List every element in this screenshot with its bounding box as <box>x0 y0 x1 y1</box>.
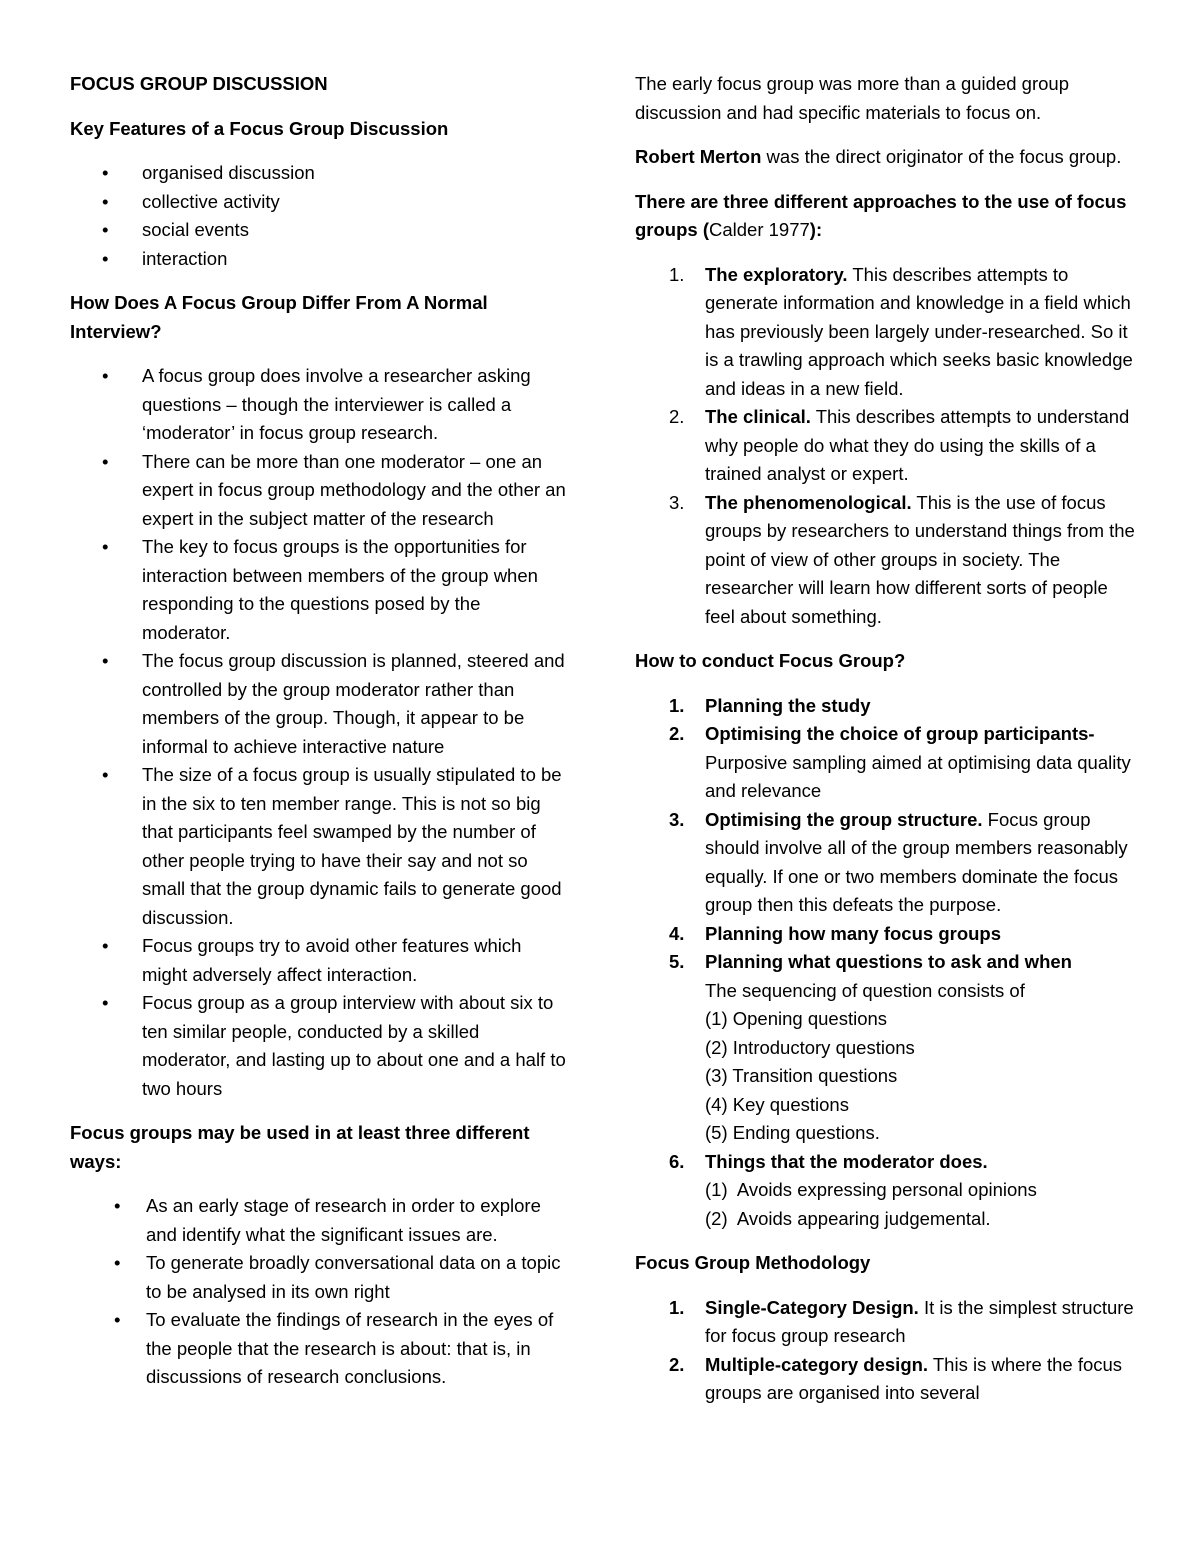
bullet-icon: • <box>114 1195 121 1216</box>
methodology-heading: Focus Group Methodology <box>635 1252 871 1273</box>
ways-heading: Focus groups may be used in at least three different ways: <box>70 1122 530 1172</box>
list-item: 4. Planning how many focus groups <box>669 922 1002 944</box>
list-item: • As an early stage of research in order to explore and identify what the significant issues are. <box>70 1192 570 1249</box>
list-item: 2. Multiple-category design. This is where the focus groups are organised into several <box>669 1353 1123 1403</box>
bullet-icon: • <box>102 935 109 956</box>
list-item: 1. Single-Category Design. It is the simplest structure for focus group research <box>669 1296 1134 1346</box>
differ-list <box>70 362 570 1103</box>
list-item: • To generate broadly conversational data on a topic to be analysed in its own right <box>70 1249 570 1306</box>
list-item: • A focus group does involve a researcher asking questions – though the interviewer is called a ‘moderator’ in focus group research. <box>70 362 570 448</box>
key-features-list <box>70 159 570 273</box>
ways-list <box>70 1192 570 1392</box>
conduct-list <box>635 692 1135 1234</box>
approaches-heading: There are three different approaches to the use of focus groups (Calder 1977): <box>635 190 1127 240</box>
list-item: 2. Optimising the choice of group participants- Purposive sampling aimed at optimising data quality and relevance <box>669 723 1131 801</box>
list-item: • Focus group as a group interview with about six to ten similar people, conducted by a skilled moderator, and lasting up to about one and a half to two hours <box>70 989 570 1103</box>
bullet-icon: • <box>102 450 109 472</box>
intro-paragraph: The early focus group was more than a guided group discussion and had specific materials to focus on. <box>635 73 1069 123</box>
list-item: • organised discussion <box>70 159 570 188</box>
list-item: • collective activity <box>70 188 570 217</box>
bullet-icon: • <box>102 247 109 269</box>
list-item: 3. The phenomenological. This is the use of focus groups by researchers to understand things from the point of view of other groups in society. The researcher will learn how different sorts of people feel about something. <box>669 491 1135 627</box>
list-item: 3. Optimising the group structure. Focus group should involve all of the group members reasonably equally. If one or two members dominate the focus group then this defeats the purpose. <box>669 808 1128 915</box>
bullet-icon: • <box>102 764 109 785</box>
list-item: • The focus group discussion is planned, steered and controlled by the group moderator rather than members of the group. Though, it appear to be informal to achieve interactive nature <box>70 647 570 761</box>
bullet-icon: • <box>102 536 109 557</box>
document-title: FOCUS GROUP DISCUSSION <box>70 73 328 94</box>
left-column <box>70 70 570 1408</box>
list-item: 5. Planning what questions to ask and when The sequencing of question consists of (1) Opening questions (2) Introductory questions (3) Transition questions (4) Key questions (5) Ending questions. <box>669 951 1072 1143</box>
list-item: • The size of a focus group is usually stipulated to be in the six to ten member range. This is not so big that participants feel swamped by the number of other people trying to have their say and not so small that the group dynamic fails to generate good discussion. <box>70 761 570 932</box>
list-item: 1. The exploratory. This describes attempts to generate information and knowledge in a field which has previously been largely under-researched. So it is a trawling approach which seeks basic knowledge and ideas in a new field. <box>669 263 1133 399</box>
methodology-list <box>635 1294 1135 1408</box>
list-item: • Focus groups try to avoid other features which might adversely affect interaction. <box>70 932 570 989</box>
list-item: • There can be more than one moderator – one an expert in focus group methodology and the other an expert in the subject matter of the research <box>70 448 570 534</box>
bullet-icon: • <box>114 1252 121 1273</box>
bullet-icon: • <box>102 650 109 671</box>
bullet-icon: • <box>102 219 109 240</box>
merton-paragraph: Robert Merton was the direct originator of the focus group. <box>635 146 1122 167</box>
list-item: 6. Things that the moderator does. (1) Avoids expressing personal opinions (2) Avoids appearing judgemental. <box>669 1150 1037 1229</box>
right-column <box>635 70 1135 1424</box>
bullet-icon: • <box>114 1309 121 1330</box>
list-item: • social events <box>70 216 570 245</box>
conduct-heading: How to conduct Focus Group? <box>635 650 906 671</box>
list-item: • The key to focus groups is the opportunities for interaction between members of the group when responding to the questions posed by the moderator. <box>70 533 570 647</box>
approaches-list <box>635 261 1135 632</box>
list-item: 1. Planning the study <box>669 694 871 716</box>
list-item: • To evaluate the findings of research in the eyes of the people that the research is about: that is, in discussions of research conclusions. <box>70 1306 570 1392</box>
bullet-icon: • <box>102 365 109 386</box>
list-item: 2. The clinical. This describes attempts to understand why people do what they do using the skills of a trained analyst or expert. <box>669 406 1130 484</box>
bullet-icon: • <box>102 992 109 1013</box>
key-features-heading: Key Features of a Focus Group Discussion <box>70 117 449 139</box>
bullet-icon: • <box>102 190 109 212</box>
list-item: • interaction <box>70 245 570 274</box>
differ-heading: How Does A Focus Group Differ From A Normal Interview? <box>70 292 488 342</box>
bullet-icon: • <box>102 162 109 183</box>
